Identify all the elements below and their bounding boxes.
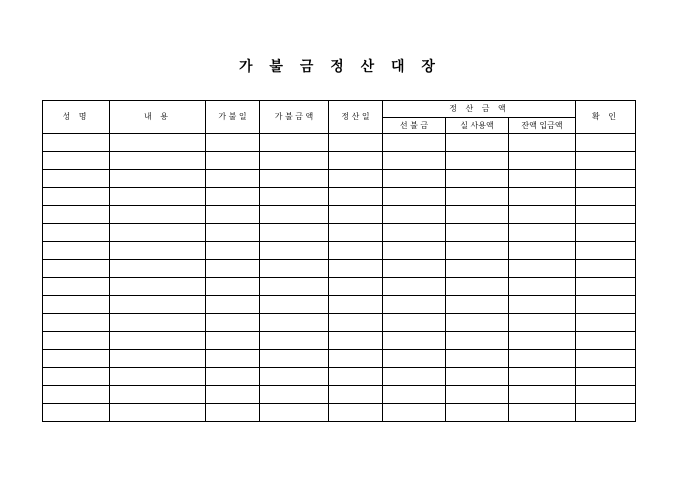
cell-prepaid[interactable] [383, 296, 446, 314]
table-row [43, 332, 636, 350]
cell-settle-date[interactable] [329, 134, 383, 152]
cell-advance-amount[interactable] [260, 242, 329, 260]
cell-advance-amount[interactable] [260, 332, 329, 350]
cell-advance-amount[interactable] [260, 152, 329, 170]
table-row [43, 350, 636, 368]
cell-advance-amount[interactable] [260, 386, 329, 404]
cell-settle-date[interactable] [329, 368, 383, 386]
cell-content[interactable] [110, 386, 206, 404]
table-row [43, 188, 636, 206]
cell-advance-amount[interactable] [260, 368, 329, 386]
table-row [43, 386, 636, 404]
cell-balance-return[interactable] [509, 260, 576, 278]
cell-name[interactable] [43, 314, 110, 332]
cell-confirm[interactable] [576, 296, 636, 314]
table-row [43, 224, 636, 242]
table-row [43, 260, 636, 278]
cell-balance-return[interactable] [509, 296, 576, 314]
page-title: 가 불 금 정 산 대 장 [239, 59, 441, 75]
table-row [43, 134, 636, 152]
cell-confirm[interactable] [576, 224, 636, 242]
cell-content[interactable] [110, 224, 206, 242]
header-actual-used: 실 사용액 [446, 118, 509, 134]
cell-prepaid[interactable] [383, 242, 446, 260]
cell-advance-date[interactable] [206, 188, 260, 206]
header-balance-return: 잔액 입금액 [509, 118, 576, 134]
cell-prepaid[interactable] [383, 314, 446, 332]
cell-advance-date[interactable] [206, 134, 260, 152]
table-row [43, 278, 636, 296]
cell-content[interactable] [110, 152, 206, 170]
cell-actual-used[interactable] [446, 350, 509, 368]
cell-advance-date[interactable] [206, 386, 260, 404]
cell-balance-return[interactable] [509, 404, 576, 422]
ledger-body [43, 134, 636, 422]
cell-confirm[interactable] [576, 386, 636, 404]
cell-confirm[interactable] [576, 134, 636, 152]
cell-content[interactable] [110, 314, 206, 332]
cell-advance-date[interactable] [206, 314, 260, 332]
table-row [43, 314, 636, 332]
cell-balance-return[interactable] [509, 386, 576, 404]
cell-settle-date[interactable] [329, 152, 383, 170]
cell-actual-used[interactable] [446, 224, 509, 242]
header-settle-amount: 정 산 금 액 [383, 101, 576, 118]
cell-content[interactable] [110, 170, 206, 188]
cell-advance-amount[interactable] [260, 404, 329, 422]
cell-content[interactable] [110, 296, 206, 314]
cell-advance-amount[interactable] [260, 260, 329, 278]
cell-settle-date[interactable] [329, 278, 383, 296]
table-row [43, 242, 636, 260]
cell-content[interactable] [110, 404, 206, 422]
cell-confirm[interactable] [576, 350, 636, 368]
cell-prepaid[interactable] [383, 170, 446, 188]
cell-advance-date[interactable] [206, 278, 260, 296]
cell-settle-date[interactable] [329, 314, 383, 332]
cell-content[interactable] [110, 242, 206, 260]
cell-confirm[interactable] [576, 404, 636, 422]
cell-prepaid[interactable] [383, 386, 446, 404]
cell-name[interactable] [43, 134, 110, 152]
cell-advance-date[interactable] [206, 242, 260, 260]
cell-settle-date[interactable] [329, 404, 383, 422]
cell-name[interactable] [43, 260, 110, 278]
table-row [43, 152, 636, 170]
cell-content[interactable] [110, 134, 206, 152]
cell-balance-return[interactable] [509, 134, 576, 152]
cell-advance-amount[interactable] [260, 296, 329, 314]
header-prepaid: 선 불 금 [383, 118, 446, 134]
cell-advance-amount[interactable] [260, 170, 329, 188]
cell-actual-used[interactable] [446, 134, 509, 152]
cell-prepaid[interactable] [383, 188, 446, 206]
header-confirm: 확 인 [576, 101, 636, 134]
cell-actual-used[interactable] [446, 332, 509, 350]
cell-prepaid[interactable] [383, 368, 446, 386]
cell-advance-date[interactable] [206, 206, 260, 224]
cell-content[interactable] [110, 206, 206, 224]
cell-actual-used[interactable] [446, 152, 509, 170]
cell-advance-amount[interactable] [260, 134, 329, 152]
header-settle-date: 정 산 일 [329, 101, 383, 134]
cell-confirm[interactable] [576, 260, 636, 278]
cell-name[interactable] [43, 206, 110, 224]
cell-advance-amount[interactable] [260, 188, 329, 206]
cell-name[interactable] [43, 350, 110, 368]
cell-actual-used[interactable] [446, 170, 509, 188]
cell-confirm[interactable] [576, 314, 636, 332]
cell-advance-amount[interactable] [260, 224, 329, 242]
cell-advance-date[interactable] [206, 170, 260, 188]
cell-settle-date[interactable] [329, 224, 383, 242]
cell-prepaid[interactable] [383, 134, 446, 152]
cell-settle-date[interactable] [329, 242, 383, 260]
cell-actual-used[interactable] [446, 188, 509, 206]
header-advance-amount: 가 불 금 액 [260, 101, 329, 134]
cell-balance-return[interactable] [509, 206, 576, 224]
cell-advance-date[interactable] [206, 368, 260, 386]
cell-balance-return[interactable] [509, 332, 576, 350]
cell-name[interactable] [43, 152, 110, 170]
cell-name[interactable] [43, 404, 110, 422]
cell-content[interactable] [110, 260, 206, 278]
cell-name[interactable] [43, 224, 110, 242]
cell-content[interactable] [110, 278, 206, 296]
cell-prepaid[interactable] [383, 332, 446, 350]
header-name: 성 명 [43, 101, 110, 134]
cell-balance-return[interactable] [509, 152, 576, 170]
cell-settle-date[interactable] [329, 386, 383, 404]
header-advance-date: 가 불 일 [206, 101, 260, 134]
cell-actual-used[interactable] [446, 206, 509, 224]
cell-settle-date[interactable] [329, 260, 383, 278]
cell-actual-used[interactable] [446, 296, 509, 314]
cell-content[interactable] [110, 332, 206, 350]
cell-prepaid[interactable] [383, 350, 446, 368]
cell-confirm[interactable] [576, 278, 636, 296]
cell-balance-return[interactable] [509, 350, 576, 368]
cell-settle-date[interactable] [329, 350, 383, 368]
cell-balance-return[interactable] [509, 278, 576, 296]
cell-content[interactable] [110, 188, 206, 206]
cell-name[interactable] [43, 188, 110, 206]
cell-prepaid[interactable] [383, 404, 446, 422]
cell-advance-amount[interactable] [260, 350, 329, 368]
cell-prepaid[interactable] [383, 224, 446, 242]
table-row [43, 404, 636, 422]
cell-advance-date[interactable] [206, 296, 260, 314]
cell-name[interactable] [43, 170, 110, 188]
cell-balance-return[interactable] [509, 188, 576, 206]
cell-actual-used[interactable] [446, 260, 509, 278]
cell-advance-amount[interactable] [260, 206, 329, 224]
cell-prepaid[interactable] [383, 260, 446, 278]
cell-advance-date[interactable] [206, 224, 260, 242]
cell-name[interactable] [43, 368, 110, 386]
cell-prepaid[interactable] [383, 206, 446, 224]
cell-name[interactable] [43, 296, 110, 314]
cell-balance-return[interactable] [509, 242, 576, 260]
cell-content[interactable] [110, 368, 206, 386]
cell-settle-date[interactable] [329, 332, 383, 350]
cell-balance-return[interactable] [509, 170, 576, 188]
table-row [43, 206, 636, 224]
cell-confirm[interactable] [576, 152, 636, 170]
cell-prepaid[interactable] [383, 152, 446, 170]
cell-balance-return[interactable] [509, 224, 576, 242]
cell-advance-amount[interactable] [260, 314, 329, 332]
cell-name[interactable] [43, 242, 110, 260]
table-row [43, 296, 636, 314]
cell-advance-date[interactable] [206, 152, 260, 170]
cell-actual-used[interactable] [446, 314, 509, 332]
cell-balance-return[interactable] [509, 368, 576, 386]
cell-name[interactable] [43, 278, 110, 296]
cell-balance-return[interactable] [509, 314, 576, 332]
settlement-ledger-table [42, 100, 636, 422]
cell-settle-date[interactable] [329, 206, 383, 224]
cell-confirm[interactable] [576, 242, 636, 260]
header-content: 내 용 [110, 101, 206, 134]
cell-advance-date[interactable] [206, 404, 260, 422]
cell-advance-amount[interactable] [260, 278, 329, 296]
cell-confirm[interactable] [576, 332, 636, 350]
cell-actual-used[interactable] [446, 368, 509, 386]
table-row [43, 170, 636, 188]
cell-advance-date[interactable] [206, 350, 260, 368]
cell-actual-used[interactable] [446, 386, 509, 404]
cell-settle-date[interactable] [329, 296, 383, 314]
table-row [43, 368, 636, 386]
cell-advance-date[interactable] [206, 260, 260, 278]
cell-confirm[interactable] [576, 206, 636, 224]
cell-advance-date[interactable] [206, 332, 260, 350]
cell-name[interactable] [43, 386, 110, 404]
cell-content[interactable] [110, 350, 206, 368]
cell-name[interactable] [43, 332, 110, 350]
cell-settle-date[interactable] [329, 170, 383, 188]
cell-actual-used[interactable] [446, 404, 509, 422]
cell-settle-date[interactable] [329, 188, 383, 206]
cell-confirm[interactable] [576, 188, 636, 206]
cell-confirm[interactable] [576, 170, 636, 188]
cell-actual-used[interactable] [446, 242, 509, 260]
cell-confirm[interactable] [576, 368, 636, 386]
cell-actual-used[interactable] [446, 278, 509, 296]
cell-prepaid[interactable] [383, 278, 446, 296]
